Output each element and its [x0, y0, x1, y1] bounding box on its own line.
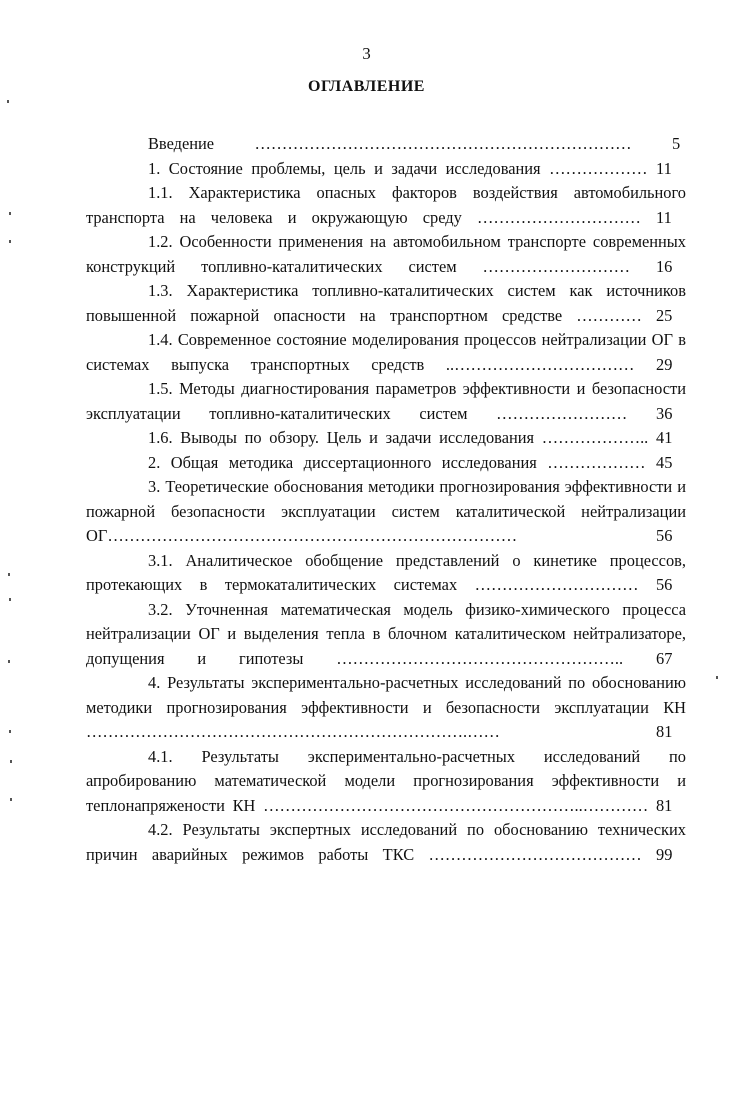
page-title: ОГЛАВЛЕНИЕ: [308, 78, 425, 95]
toc-entry-page: 99: [656, 844, 673, 864]
scan-speck: [10, 798, 12, 801]
toc-entry-4: [86, 671, 686, 745]
toc-entry-4-2: [86, 818, 686, 867]
table-of-contents: [86, 132, 686, 867]
scan-speck: [9, 212, 11, 215]
toc-entry-text: 4.1. Результаты экспериментально-расчетных исследований по апробированию математической модели прогнозирования эффективности и теплонапряжености КН …………………………………………………..…………: [86, 746, 686, 815]
toc-entry-page: 5: [672, 134, 681, 153]
toc-entry-text: 3. Теоретические обоснования методики прогнозирования эффективности и пожарной безопасности эксплуатации систем каталитической нейтрализации ОГ…………………………………………………………………: [86, 477, 686, 545]
scan-speck: [9, 598, 11, 601]
toc-entry-text: 3.1. Аналитическое обобщение представлений о кинетике процессов, протекающих в термокаталитических системах …………………………: [86, 550, 686, 594]
toc-entry-page: 45: [656, 452, 673, 472]
toc-entry-text: 1.2. Особенности применения на автомобильном транспорте современных конструкций топливно-каталитических систем ………………………: [86, 232, 686, 276]
toc-entry-page: 56: [656, 526, 673, 545]
toc-entry-text: 1.4. Современное состояние моделирования процессов нейтрализации ОГ в системах выпуска транспортных средств ..……………………………: [86, 330, 686, 374]
scan-speck: [8, 573, 10, 576]
scan-speck: [716, 676, 718, 679]
toc-entry-text: 1.3. Характеристика топливно-каталитических систем как источников повышенной пожарной опасности на транспортном средстве …………: [86, 281, 686, 325]
toc-entry-2: [86, 451, 686, 476]
toc-entry-page: 36: [656, 403, 673, 423]
toc-entry-text: Введение ……………………………………………………………: [148, 134, 632, 153]
toc-entry-1-4: [86, 328, 686, 377]
toc-entry-page: 29: [656, 354, 673, 374]
toc-entry-text: 1.6. Выводы по обзору. Цель и задачи исследования ………………..: [148, 428, 649, 447]
toc-entry-1-6: [86, 426, 686, 451]
toc-entry-page: 11: [656, 158, 672, 178]
scan-speck: [9, 730, 11, 733]
scan-speck: [8, 660, 10, 663]
toc-entry-text: 1. Состояние проблемы, цель и задачи исследования ………………: [148, 158, 648, 178]
toc-entry-1: [86, 157, 686, 182]
toc-entry-text: 3.2. Уточненная математическая модель физико-химического процесса нейтрализации ОГ и выделения тепла в блочном каталитическом нейтрализаторе, допущения и гипотезы ……………………………………………..: [86, 599, 686, 668]
scan-speck: [10, 760, 12, 763]
toc-entry-page: 41: [656, 428, 673, 447]
toc-entry-text: 4.2. Результаты экспертных исследований по обоснованию технических причин аварийных режимов работы ТКС …………………………………: [86, 820, 686, 864]
toc-entry-1-5: [86, 377, 686, 426]
toc-entry-3: [86, 475, 686, 549]
toc-entry-page: 11: [656, 207, 672, 227]
page-number: 3: [362, 44, 371, 63]
toc-entry-page: 81: [656, 722, 673, 741]
toc-entry-page: 16: [655, 256, 673, 276]
toc-entry-introduction: [86, 132, 686, 157]
toc-entry-page: 81: [655, 795, 673, 815]
toc-entry-1-3: [86, 279, 686, 328]
toc-entry-3-2: [86, 598, 686, 672]
toc-entry-page: 56: [655, 575, 673, 594]
toc-entry-page: 67: [656, 648, 673, 668]
toc-entry-text: 1.5. Методы диагностирования параметров эффективности и безопасности эксплуатации топливно-каталитических систем ……………………: [86, 379, 686, 423]
toc-entry-text: 1.1. Характеристика опасных факторов воздействия автомобильного транспорта на человека и окружающую среду …………………………: [86, 183, 686, 227]
toc-entry-page: 25: [655, 305, 673, 325]
toc-entry-3-1: [86, 549, 686, 598]
toc-entry-1-2: [86, 230, 686, 279]
scan-speck: [9, 240, 11, 243]
toc-entry-4-1: [86, 745, 686, 819]
scan-speck: [7, 100, 9, 103]
toc-entry-1-1: [86, 181, 686, 230]
toc-entry-text: 4. Результаты экспериментально-расчетных исследований по обоснованию методики прогнозирования эффективности и безопасности эксплуатации КН …………………………………………………………….……: [86, 673, 686, 741]
toc-entry-text: 2. Общая методика диссертационного исследования ………………: [148, 452, 646, 472]
